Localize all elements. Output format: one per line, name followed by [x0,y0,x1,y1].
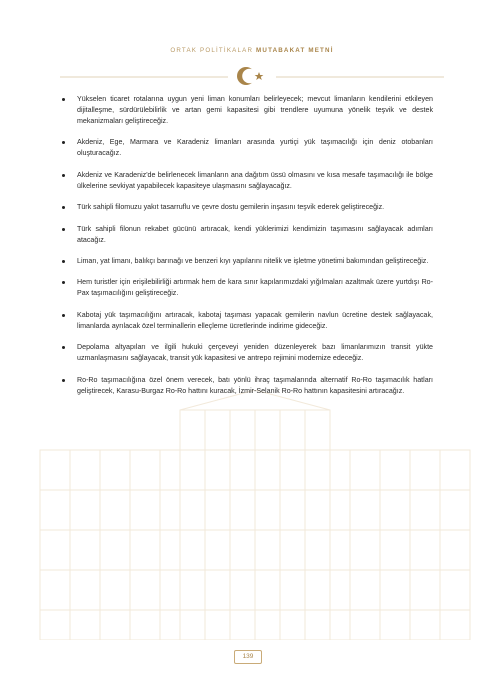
page-number: 139 [234,650,262,664]
list-item: Türk sahipli filonun rekabet gücünü artıracak, kendi yüklerimizi kendimizin taşımasını sağlayacak adımları atacağız. [61,224,433,246]
list-item: Liman, yat limanı, balıkçı barınağı ve benzeri kıyı yapılarını nitelik ve işletme yönetimi bakımından geliştireceğiz. [61,256,433,267]
list-item: Akdeniz ve Karadeniz'de belirlenecek limanların ana dağıtım üssü olmasını ve kısa mesafe taşımacılığı ile bölge ülkelerine sevkiyat yapabilecek kapasiteye ulaşmasını sağlayacağız. [61,170,433,192]
crescent-star-icon [60,64,444,88]
header-prefix: ORTAK POLİTİKALAR [170,47,254,54]
header-title: MUTABAKAT METNİ [256,47,334,54]
list-item: Hem turistler için erişilebilirliği artırmak hem de kara sınır kapılarımızdaki yığılmaları azaltmak üzere yurtdışı Ro-Pax taşımacılığını geliştireceğiz. [61,277,433,299]
list-item: Yükselen ticaret rotalarına uygun yeni liman konumları belirleyecek; mevcut limanların kendilerini etkileyen dijitalleşme, sürdürülebilirlik ve artan gemi kapasitesi gibi trendlere uyumuna yönelik teşvik ve destek mekanizmaları geliştireceğiz. [61,94,433,127]
list-item: Türk sahipli filomuzu yakıt tasarruflu ve çevre dostu gemilerin inşasını teşvik ederek geliştireceğiz. [61,202,433,213]
page-footer [0,642,504,672]
building-watermark [30,390,480,640]
list-item: Kabotaj yük taşımacılığını artıracak, kabotaj taşıması yapacak gemilerin navlun ücretine destek sağlayacak, limanlarda ayrılacak özel terminallerin elleçleme ücretlerinde indirime gideceğiz. [61,310,433,332]
list-item: Depolama altyapıları ve ilgili hukuki çerçeveyi yeniden düzenleyerek bazı limanlarımızın transit yükte uzmanlaşmasını sağlayacak, transit yük kapasitesi ve antrepo rejimini modernize edeceğiz. [61,342,433,364]
page-header [0,47,504,54]
list-item: Ro-Ro taşımacılığına özel önem verecek, batı yönlü ihraç taşımalarında alternatif Ro-Ro taşımacılık hatları geliştirecek, Karasu-Burgaz Ro-Ro hattını kuracak, İzmir-Selanik Ro-Ro hattının kapasitesini artıracağız. [61,375,433,397]
list-item: Akdeniz, Ege, Marmara ve Karadeniz limanları arasında yurtiçi yük taşımacılığı için deniz otobanları oluşturacağız. [61,137,433,159]
bullet-list [61,94,433,407]
